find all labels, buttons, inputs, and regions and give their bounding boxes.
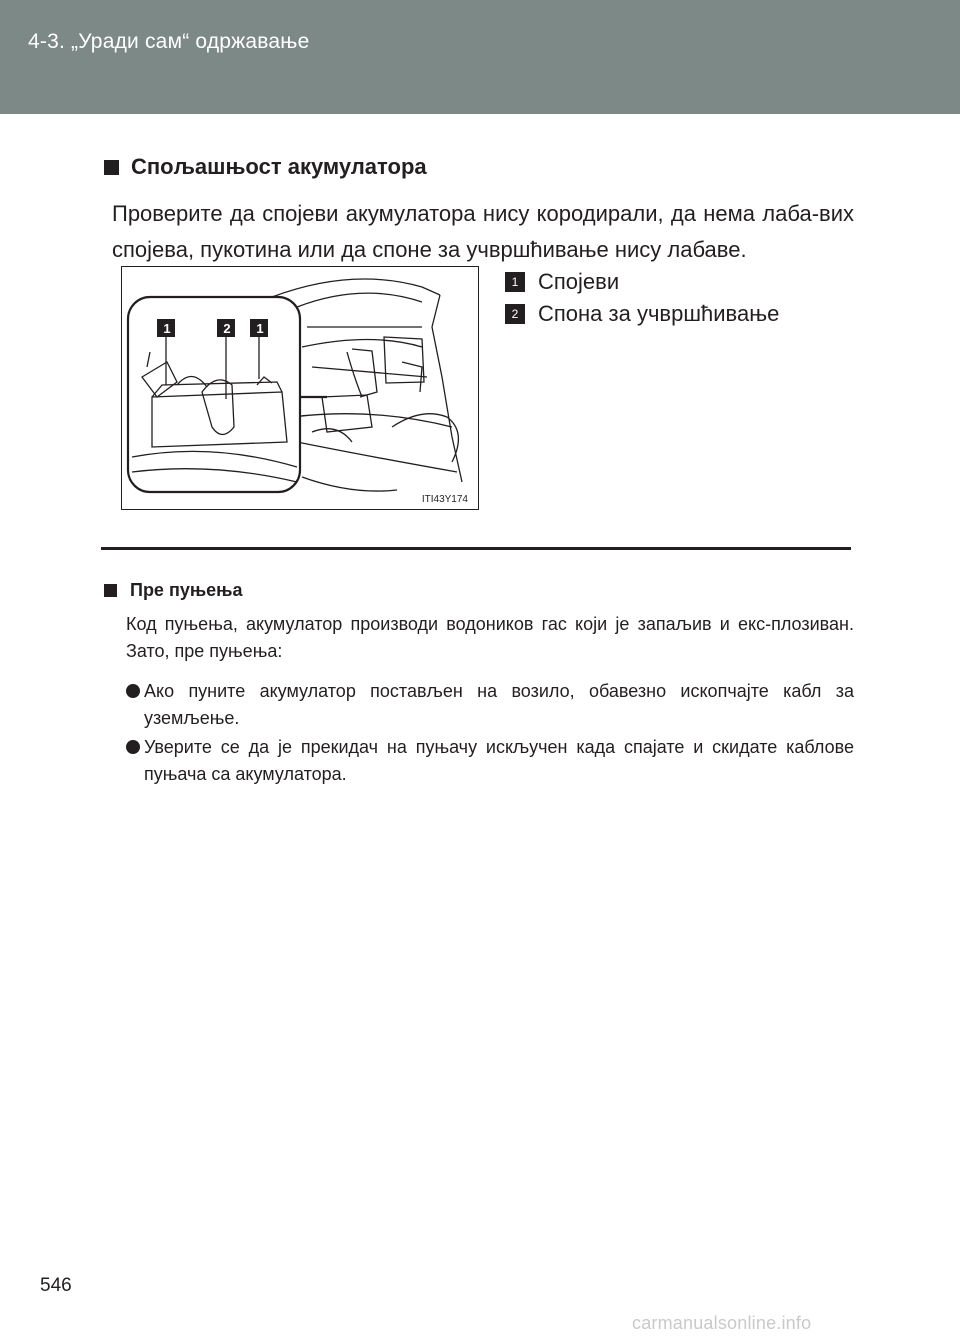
figure-code: ITI43Y174 (421, 494, 468, 505)
section-heading-before-charging (104, 580, 242, 601)
bullet-item (126, 734, 854, 788)
legend-number: 2 (505, 304, 525, 324)
battery-illustration (121, 266, 479, 510)
section-title-text: Спољашњост акумулатора (131, 154, 427, 179)
page-header (0, 0, 960, 114)
section-title-text: Пре пуњења (130, 580, 243, 600)
heading-square-icon (104, 584, 117, 597)
battery-exterior-paragraph: Проверите да спојеви акумулатора нису кородирали, да нема лаба-вих спојева, пукотина или да споне за учвршћивање нису лабаве. (112, 201, 854, 262)
legend-number: 1 (505, 272, 525, 292)
before-charging-paragraph: Код пуњења, акумулатор производи водоников гас који је запаљив и екс-плозиван. Зато, пре пуњења: (126, 614, 854, 661)
watermark: carmanualsonline.info (632, 1313, 812, 1333)
bullet-item (126, 678, 854, 732)
legend-item-hold-down-clamp (505, 298, 779, 330)
legend-label: Спона за учвршћивање (538, 301, 780, 326)
legend-item-connections (505, 266, 779, 298)
bullet-text: Уверите се да је прекидач на пуњачу искључен када спајате и скидате каблове пуњача са акумулатора. (144, 737, 854, 784)
callout-1-left: 1 (163, 321, 171, 336)
chapter-title: 4-3. „Уради сам“ одржавање (28, 30, 310, 53)
legend-label: Спојеви (538, 269, 620, 294)
engine-bay-drawing (122, 267, 477, 508)
section-divider (101, 547, 851, 550)
figure-legend (505, 266, 779, 330)
callout-2: 2 (223, 321, 231, 336)
heading-square-icon (104, 160, 119, 175)
callout-1-right: 1 (256, 321, 264, 336)
bullet-text: Ако пуните акумулатор постављен на возило, обавезно ископчајте кабл за уземљење. (144, 681, 854, 728)
bullet-dot-icon (126, 684, 140, 698)
page-number: 546 (40, 1275, 72, 1296)
section-heading-battery-exterior (104, 154, 427, 180)
bullet-dot-icon (126, 740, 140, 754)
